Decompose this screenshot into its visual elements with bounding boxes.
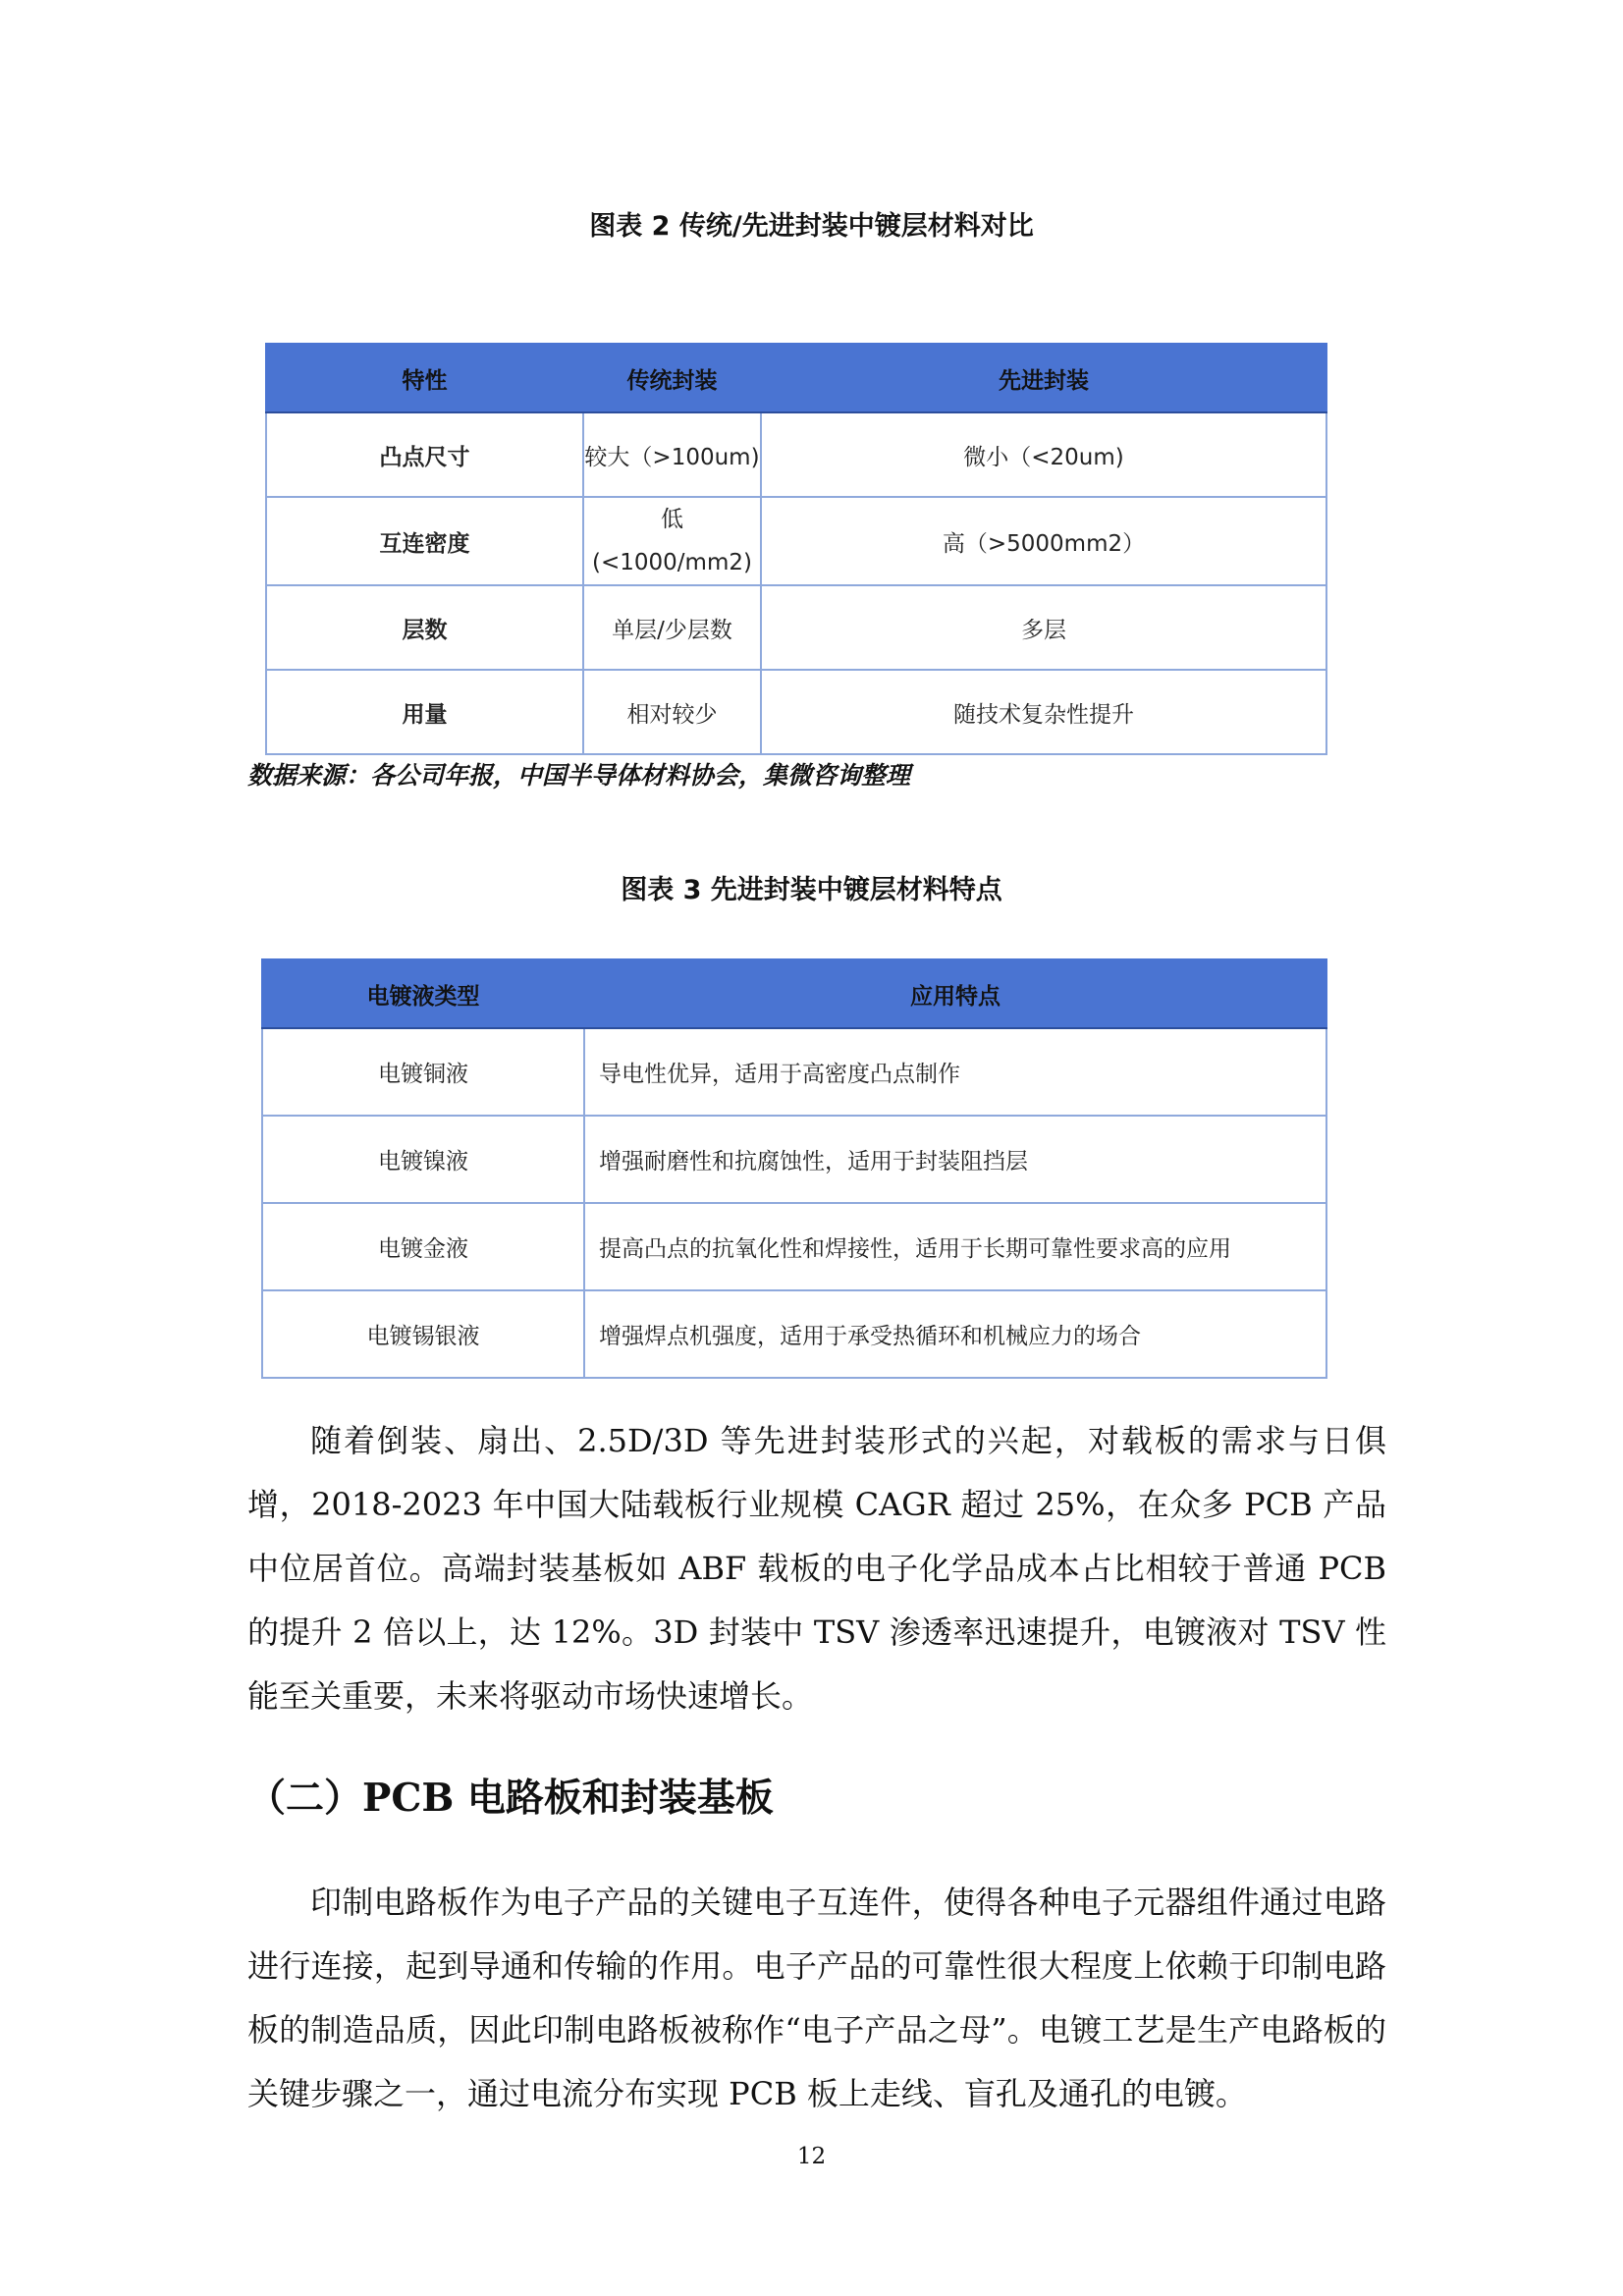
column-header-advanced: 先进封装 [761, 344, 1326, 412]
table-header-row [262, 959, 1326, 1028]
column-header-type: 电镀液类型 [262, 959, 584, 1028]
column-header-feature: 特性 [266, 344, 583, 412]
cell-application: 增强耐磨性和抗腐蚀性，适用于封装阻挡层 [584, 1116, 1326, 1203]
cell-traditional: 较大（>100um) [583, 412, 761, 497]
data-source-note: 数据来源：各公司年报，中国半导体材料协会，集微咨询整理 [247, 761, 911, 790]
cell-advanced: 微小（<20um) [761, 412, 1326, 497]
column-header-traditional: 传统封装 [583, 344, 761, 412]
table-row [266, 497, 1326, 585]
row-feature: 用量 [266, 670, 583, 754]
cell-advanced: 多层 [761, 585, 1326, 670]
cell-type: 电镀金液 [262, 1203, 584, 1290]
table-row [266, 585, 1326, 670]
cell-advanced: 随技术复杂性提升 [761, 670, 1326, 754]
table-row [266, 670, 1326, 754]
cell-application: 增强焊点机强度，适用于承受热循环和机械应力的场合 [584, 1290, 1326, 1378]
column-header-application: 应用特点 [584, 959, 1326, 1028]
body-paragraph-2: 印制电路板作为电子产品的关键电子互连件，使得各种电子元器组件通过电路进行连接，起到导通和传输的作用。电子产品的可靠性很大程度上依赖于印制电路板的制造品质，因此印制电路板被称作“电子产品之母”。电镀工艺是生产电路板的关键步骤之一，通过电流分布实现 PCB 板上走线、盲孔及通孔的电镀。 [247, 1884, 1386, 2112]
page-number: 12 [796, 2144, 827, 2169]
table-row [262, 1290, 1326, 1378]
cell-traditional [583, 497, 761, 585]
cell-advanced: 高（>5000mm2） [761, 497, 1326, 585]
figure2-table [265, 343, 1327, 755]
cell-type: 电镀镍液 [262, 1116, 584, 1203]
cell-application: 导电性优异，适用于高密度凸点制作 [584, 1028, 1326, 1116]
cell-traditional-line1: 低 [661, 507, 683, 532]
cell-type: 电镀锡银液 [262, 1290, 584, 1378]
cell-type: 电镀铜液 [262, 1028, 584, 1116]
row-feature: 互连密度 [266, 497, 583, 585]
table-row [262, 1203, 1326, 1290]
figure2-caption: 图表 2 传统/先进封装中镀层材料对比 [589, 211, 1034, 242]
cell-traditional-line2: (<1000/mm2) [592, 550, 752, 575]
figure3-table [261, 958, 1327, 1379]
row-feature: 层数 [266, 585, 583, 670]
row-feature: 凸点尺寸 [266, 412, 583, 497]
figure3-caption: 图表 3 先进封装中镀层材料特点 [621, 875, 1002, 905]
table-row [262, 1116, 1326, 1203]
cell-traditional: 单层/少层数 [583, 585, 761, 670]
table-row [266, 412, 1326, 497]
cell-application: 提高凸点的抗氧化性和焊接性，适用于长期可靠性要求高的应用 [584, 1203, 1326, 1290]
cell-traditional: 相对较少 [583, 670, 761, 754]
table-row [262, 1028, 1326, 1116]
body-paragraph-1: 随着倒装、扇出、2.5D/3D 等先进封装形式的兴起，对载板的需求与日俱增，2018-2023 年中国大陆载板行业规模 CAGR 超过 25%，在众多 PCB 产品中位居首位。高端封装基板如 ABF 载板的电子化学品成本占比相较于普通 PCB 的提升 2 倍以上，达 12%。3D 封装中 TSV 渗透率迅速提升，电镀液对 TSV 性能至关重要，未来将驱动市场快速增长。 [247, 1422, 1386, 1715]
table-header-row [266, 344, 1326, 412]
section-heading: （二）PCB 电路板和封装基板 [247, 1776, 774, 1821]
